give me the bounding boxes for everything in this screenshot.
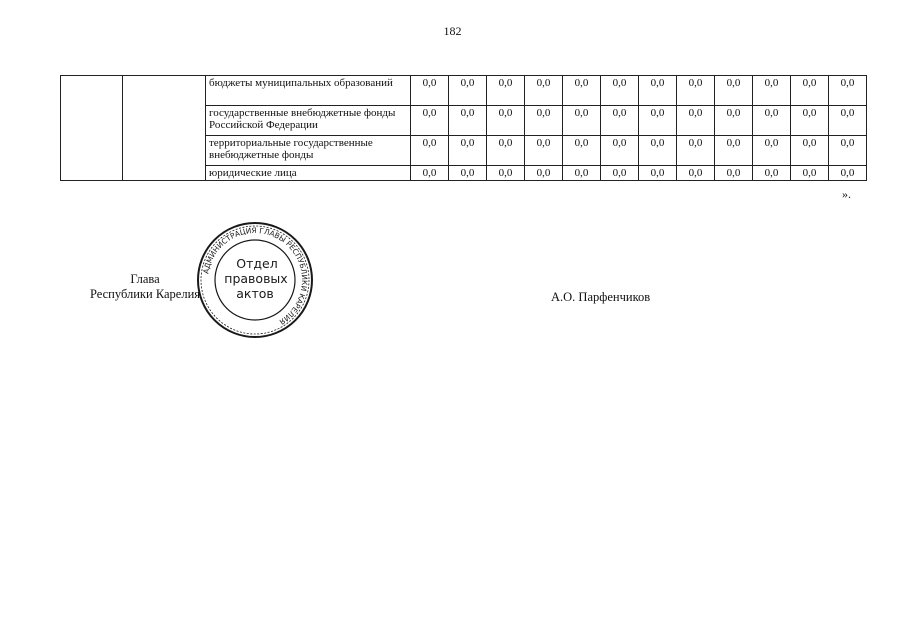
value-cell: 0,0 bbox=[753, 76, 791, 106]
value-cell: 0,0 bbox=[525, 166, 563, 181]
value-cell: 0,0 bbox=[563, 136, 601, 166]
row-label: государственные внебюджетные фонды Российской Федерации bbox=[206, 106, 411, 136]
value-cell: 0,0 bbox=[677, 76, 715, 106]
value-cell: 0,0 bbox=[829, 136, 867, 166]
value-cell: 0,0 bbox=[753, 136, 791, 166]
value-cell: 0,0 bbox=[829, 106, 867, 136]
value-cell: 0,0 bbox=[639, 166, 677, 181]
seal-center-line3: актов bbox=[236, 286, 274, 301]
value-cell: 0,0 bbox=[677, 166, 715, 181]
value-cell: 0,0 bbox=[601, 166, 639, 181]
empty-cell-1 bbox=[61, 136, 123, 166]
table-row bbox=[61, 76, 867, 106]
value-cell: 0,0 bbox=[563, 166, 601, 181]
value-cell: 0,0 bbox=[563, 76, 601, 106]
value-cell: 0,0 bbox=[487, 76, 525, 106]
value-cell: 0,0 bbox=[525, 136, 563, 166]
value-cell: 0,0 bbox=[677, 106, 715, 136]
value-cell: 0,0 bbox=[715, 106, 753, 136]
empty-cell-2 bbox=[123, 166, 206, 181]
value-cell: 0,0 bbox=[791, 76, 829, 106]
value-cell: 0,0 bbox=[411, 76, 449, 106]
closing-quote: ». bbox=[842, 187, 851, 201]
row-label: бюджеты муниципальных образований bbox=[206, 76, 411, 106]
signature-title-line1: Глава bbox=[130, 272, 160, 286]
seal-ring-text: АДМИНИСТРАЦИЯ ГЛАВЫ РЕСПУБЛИКИ КАРЕЛИЯ bbox=[201, 225, 310, 327]
value-cell: 0,0 bbox=[791, 166, 829, 181]
value-cell: 0,0 bbox=[601, 136, 639, 166]
table-row bbox=[61, 166, 867, 181]
value-cell: 0,0 bbox=[449, 136, 487, 166]
value-cell: 0,0 bbox=[639, 136, 677, 166]
value-cell: 0,0 bbox=[449, 166, 487, 181]
empty-cell-2 bbox=[123, 76, 206, 106]
value-cell: 0,0 bbox=[639, 76, 677, 106]
empty-cell-1 bbox=[61, 76, 123, 106]
budget-table bbox=[60, 75, 867, 181]
official-seal-stamp bbox=[195, 220, 315, 340]
empty-cell-1 bbox=[61, 106, 123, 136]
seal-center-line1: Отдел bbox=[236, 256, 278, 271]
value-cell: 0,0 bbox=[601, 76, 639, 106]
value-cell: 0,0 bbox=[753, 166, 791, 181]
signature-name: А.О. Парфенчиков bbox=[551, 290, 651, 304]
value-cell: 0,0 bbox=[449, 106, 487, 136]
value-cell: 0,0 bbox=[639, 106, 677, 136]
value-cell: 0,0 bbox=[449, 76, 487, 106]
value-cell: 0,0 bbox=[791, 136, 829, 166]
value-cell: 0,0 bbox=[715, 76, 753, 106]
row-label: территориальные государственные внебюджетные фонды bbox=[206, 136, 411, 166]
value-cell: 0,0 bbox=[525, 76, 563, 106]
value-cell: 0,0 bbox=[525, 106, 563, 136]
value-cell: 0,0 bbox=[829, 76, 867, 106]
value-cell: 0,0 bbox=[411, 136, 449, 166]
table-row bbox=[61, 136, 867, 166]
empty-cell-1 bbox=[61, 166, 123, 181]
value-cell: 0,0 bbox=[677, 136, 715, 166]
value-cell: 0,0 bbox=[487, 166, 525, 181]
signature-title-line2: Республики Карелия bbox=[89, 287, 201, 301]
value-cell: 0,0 bbox=[411, 106, 449, 136]
value-cell: 0,0 bbox=[601, 106, 639, 136]
value-cell: 0,0 bbox=[715, 166, 753, 181]
seal-center-line2: правовых bbox=[224, 271, 288, 286]
row-label: юридические лица bbox=[206, 166, 411, 181]
value-cell: 0,0 bbox=[411, 166, 449, 181]
value-cell: 0,0 bbox=[791, 106, 829, 136]
table-row bbox=[61, 106, 867, 136]
value-cell: 0,0 bbox=[487, 106, 525, 136]
value-cell: 0,0 bbox=[487, 136, 525, 166]
value-cell: 0,0 bbox=[829, 166, 867, 181]
value-cell: 0,0 bbox=[715, 136, 753, 166]
empty-cell-2 bbox=[123, 136, 206, 166]
page-number: 182 bbox=[443, 24, 462, 38]
value-cell: 0,0 bbox=[753, 106, 791, 136]
value-cell: 0,0 bbox=[563, 106, 601, 136]
empty-cell-2 bbox=[123, 106, 206, 136]
